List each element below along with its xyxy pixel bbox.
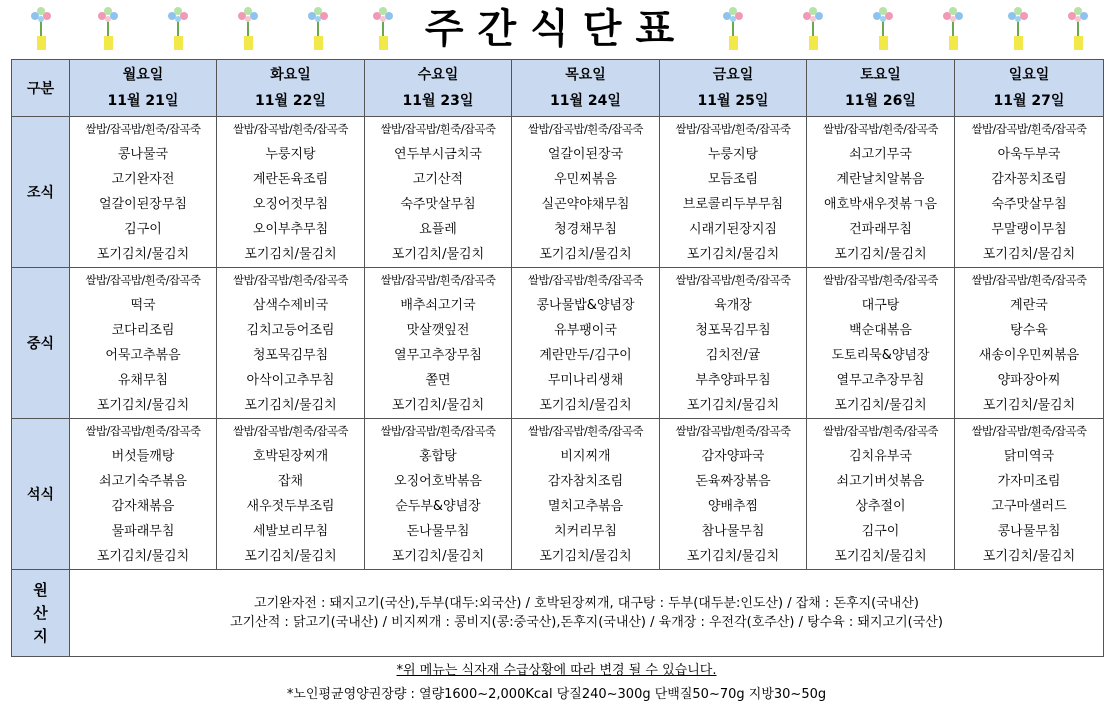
menu-item: 쌀밥/잡곡밥/흰죽/잡곡죽 [233,273,348,287]
menu-cell [807,117,955,268]
menu-item: 계란국 [1010,298,1048,313]
menu-item: 포기김치/물김치 [686,247,780,262]
menu-item: 우민찌볶음 [554,172,617,187]
page-header [0,0,1113,58]
origin-label [12,570,70,657]
nutrition-note: *노인평균영양권장량 : 열량1600~2,000Kcal 당질240~300g 단백질50~70g 지방30~50g [286,687,827,702]
day-name: 월요일 [122,67,164,83]
menu-item: 실곤약야채무침 [541,197,630,212]
menu-item: 오징어젓무침 [252,197,329,212]
menu-item: 대구탕 [861,298,900,313]
origin-label-char: 지 [33,626,48,645]
menu-cell [512,419,660,570]
day-date: 11월 26일 [845,93,916,109]
menu-item: 포기김치/물김치 [539,247,632,262]
menu-item: 아욱두부국 [997,147,1061,162]
menu-cell [70,419,217,570]
menu-item: 쌀밥/잡곡밥/흰죽/잡곡죽 [823,273,938,287]
day-name: 금요일 [712,67,754,83]
menu-item: 백순대볶음 [849,323,912,338]
menu-item: 쌀밥/잡곡밥/흰죽/잡곡죽 [380,122,496,136]
meal-row [12,117,1104,268]
menu-item: 쇠고기버섯볶음 [836,474,925,489]
menu-item: 배추쇠고기국 [400,298,476,313]
menu-item: 쌀밥/잡곡밥/흰죽/잡곡죽 [233,424,348,438]
origin-line: 고기산적 : 닭고기(국내산) / 비지찌개 : 콩비지(콩:중국산),돈후지(국내산) / 육개장 : 우전각(호주산) / 탕수육 : 돼지고기(국산) [230,615,943,630]
menu-item: 쌀밥/잡곡밥/흰죽/잡곡죽 [528,424,643,438]
day-name: 화요일 [270,67,311,83]
menu-item: 코다리조림 [111,323,175,338]
menu-item: 김치유부국 [849,449,912,464]
menu-item: 포기김치/물김치 [686,398,780,413]
menu-cell [365,419,512,570]
menu-item: 고구마샐러드 [991,499,1067,514]
menu-item: 콩나물국 [117,147,169,162]
day-date: 11월 25일 [697,93,769,109]
page-title: 주간식단표 [424,6,689,52]
menu-item: 포기김치/물김치 [834,398,927,413]
menu-item: 포기김치/물김치 [982,549,1076,564]
meal-rows [12,117,1104,570]
menu-item: 콩나물무침 [997,524,1061,539]
menu-item: 유부팽이국 [554,323,617,338]
day-header [807,60,955,117]
menu-item: 상추절이 [855,499,906,514]
menu-item: 쌀밥/잡곡밥/흰죽/잡곡죽 [380,424,496,438]
menu-item: 쌀밥/잡곡밥/흰죽/잡곡죽 [380,273,496,287]
menu-item: 시래기된장지짐 [689,222,777,237]
menu-item: 호박된장찌개 [252,449,329,464]
meal-row [12,419,1104,570]
menu-item: 가자미조림 [997,474,1061,489]
menu-item: 오징어호박볶음 [394,474,482,489]
menu-item: 돈육짜장볶음 [695,474,771,489]
menu-item: 포기김치/물김치 [982,247,1076,262]
menu-item: 참나물무침 [701,524,765,539]
menu-item: 숙주맛살무침 [991,197,1067,212]
menu-item: 쌀밥/잡곡밥/흰죽/잡곡죽 [971,122,1087,136]
menu-item: 순두부&양념장 [395,499,481,514]
menu-item: 양배추찜 [707,499,759,514]
category-label: 구분 [12,60,70,117]
menu-item: 무미나리생채 [547,373,624,388]
menu-item: 감자참치조림 [547,474,624,489]
menu-item: 포기김치/물김치 [96,549,190,564]
menu-cell [660,268,807,419]
menu-item: 쫄면 [425,373,451,388]
menu-item: 쇠고기숙주볶음 [99,474,187,489]
menu-item: 청포묵김무침 [252,348,329,363]
menu-item: 포기김치/물김치 [244,247,337,262]
origin-line: 고기완자전 : 돼지고기(국산),두부(대두:외국산) / 호박된장찌개, 대구탕 : 두부(대두분:인도산) / 잡채 : 돈후지(국내산) [254,596,919,611]
menu-item: 육개장 [714,298,752,313]
menu-item: 쌀밥/잡곡밥/흰죽/잡곡죽 [85,122,201,136]
meal-label: 조식 [12,117,70,268]
day-name: 목요일 [565,67,606,83]
menu-item: 쌀밥/잡곡밥/흰죽/잡곡죽 [675,424,791,438]
menu-item: 포기김치/물김치 [96,398,190,413]
menu-item: 유채무침 [117,373,169,388]
day-header [955,60,1104,117]
menu-item: 떡국 [130,298,156,313]
menu-item: 맛살깻잎전 [406,323,470,338]
menu-item: 계란돈육조림 [252,172,329,187]
menu-item: 쌀밥/잡곡밥/흰죽/잡곡죽 [823,424,938,438]
menu-item: 무말랭이무침 [991,222,1067,237]
menu-item: 연두부시금치국 [394,147,482,162]
menu-item: 고기산적 [412,172,464,187]
day-date: 11월 22일 [255,93,326,109]
day-date: 11월 24일 [550,93,621,109]
menu-item: 김치전/귤 [705,348,761,363]
menu-cell [807,419,955,570]
menu-item: 멸치고추볶음 [547,499,624,514]
menu-cell [512,117,660,268]
meal-label: 석식 [12,419,70,570]
day-name: 토요일 [860,67,901,83]
menu-item: 건파래무침 [849,222,912,237]
menu-item: 포기김치/물김치 [244,398,337,413]
menu-item: 포기김치/물김치 [391,398,485,413]
menu-item: 고기완자전 [111,172,175,187]
menu-item: 브로콜리두부무침 [682,197,784,212]
menu-item: 쌀밥/잡곡밥/흰죽/잡곡죽 [85,273,201,287]
menu-item: 양파장아찌 [997,373,1061,388]
menu-cell [807,268,955,419]
menu-cell [70,268,217,419]
menu-item: 쌀밥/잡곡밥/흰죽/잡곡죽 [233,122,348,136]
menu-item: 포기김치/물김치 [834,247,927,262]
day-date: 11월 23일 [402,93,474,109]
menu-item: 삼색수제비국 [252,298,329,313]
menu-item: 애호박새우젓볶ㄱ음 [823,197,938,212]
menu-item: 쌀밥/잡곡밥/흰죽/잡곡죽 [675,273,791,287]
menu-item: 김치고등어조림 [246,323,335,338]
day-name: 수요일 [417,67,459,83]
menu-item: 아삭이고추무침 [246,373,335,388]
weekly-menu-table [11,59,1104,657]
menu-item: 열무고추장무침 [394,348,482,363]
menu-item: 누룽지탕 [265,147,316,162]
meal-row [12,268,1104,419]
menu-item: 포기김치/물김치 [391,549,485,564]
menu-item: 도토리묵&양념장 [831,348,930,363]
menu-item: 숙주맛살무침 [400,197,476,212]
menu-item: 계란날치알볶음 [836,172,925,187]
menu-cell [217,268,365,419]
menu-item: 오이부추무침 [252,222,329,237]
menu-item: 포기김치/물김치 [539,549,632,564]
day-header [660,60,807,117]
menu-cell [660,117,807,268]
menu-item: 김구이 [124,222,162,237]
menu-item: 쌀밥/잡곡밥/흰죽/잡곡죽 [971,424,1087,438]
menu-cell [955,117,1104,268]
menu-item: 포기김치/물김치 [96,247,190,262]
menu-item: 잡채 [277,474,304,489]
menu-cell [365,268,512,419]
day-date: 11월 27일 [993,93,1065,109]
menu-item: 모듬조림 [707,172,759,187]
menu-cell [955,268,1104,419]
menu-item: 열무고추장무침 [836,373,925,388]
menu-item: 닭미역국 [1003,449,1055,464]
menu-item: 포기김치/물김치 [686,549,780,564]
menu-item: 쇠고기무국 [849,147,912,162]
menu-item: 감자채볶음 [111,499,175,514]
menu-item: 새우젓두부조림 [246,499,335,514]
menu-item: 포기김치/물김치 [244,549,337,564]
menu-cell [955,419,1104,570]
header-row [12,60,1104,117]
menu-item: 콩나물밥&양념장 [536,298,635,313]
menu-item: 어묵고추볶음 [105,348,181,363]
menu-item: 치커리무침 [554,524,617,539]
day-header [512,60,660,117]
menu-item: 계란만두/김구이 [539,348,632,363]
menu-item: 물파래무침 [111,524,175,539]
menu-item: 쌀밥/잡곡밥/흰죽/잡곡죽 [85,424,201,438]
menu-item: 부추양파무침 [695,373,771,388]
menu-cell [512,268,660,419]
menu-cell [217,117,365,268]
menu-item: 돈나물무침 [406,524,470,539]
menu-cell [217,419,365,570]
menu-cell [660,419,807,570]
menu-item: 포기김치/물김치 [539,398,632,413]
origin-label-char: 산 [33,603,48,622]
menu-item: 쌀밥/잡곡밥/흰죽/잡곡죽 [675,122,791,136]
menu-item: 얼갈이된장국 [547,147,624,162]
menu-cell [70,117,217,268]
day-header [217,60,365,117]
menu-item: 김구이 [861,524,900,539]
origin-label-char: 원 [33,580,48,599]
menu-item: 청포묵김무침 [695,323,771,338]
day-date: 11월 21일 [107,93,179,109]
menu-item: 쌀밥/잡곡밥/흰죽/잡곡죽 [823,122,938,136]
menu-item: 포기김치/물김치 [834,549,927,564]
origin-row [12,570,1104,657]
menu-item: 홍합탕 [419,449,457,464]
menu-item: 감자꽁치조림 [991,172,1067,187]
menu-item: 쌀밥/잡곡밥/흰죽/잡곡죽 [528,273,643,287]
menu-item: 누룽지탕 [707,147,759,162]
menu-item: 포기김치/물김치 [982,398,1076,413]
day-header [365,60,512,117]
origin-info [70,570,1104,657]
menu-item: 비지찌개 [560,449,611,464]
day-name: 일요일 [1008,67,1050,83]
menu-item: 감자양파국 [701,449,765,464]
menu-item: 새송이우민찌볶음 [978,348,1080,363]
meal-label: 중식 [12,268,70,419]
menu-cell [365,117,512,268]
menu-item: 쌀밥/잡곡밥/흰죽/잡곡죽 [971,273,1087,287]
menu-item: 청경채무침 [554,222,617,237]
menu-item: 버섯들깨탕 [111,449,175,464]
menu-item: 세발보리무침 [252,524,329,539]
menu-item: 포기김치/물김치 [391,247,485,262]
day-header [70,60,217,117]
menu-item: 쌀밥/잡곡밥/흰죽/잡곡죽 [528,122,643,136]
menu-item: 탕수육 [1010,323,1048,338]
menu-item: 요플레 [419,222,457,237]
menu-item: 얼갈이된장무침 [99,197,187,212]
change-notice: *위 메뉴는 식자재 수급상황에 따라 변경 될 수 있습니다. [396,663,717,678]
